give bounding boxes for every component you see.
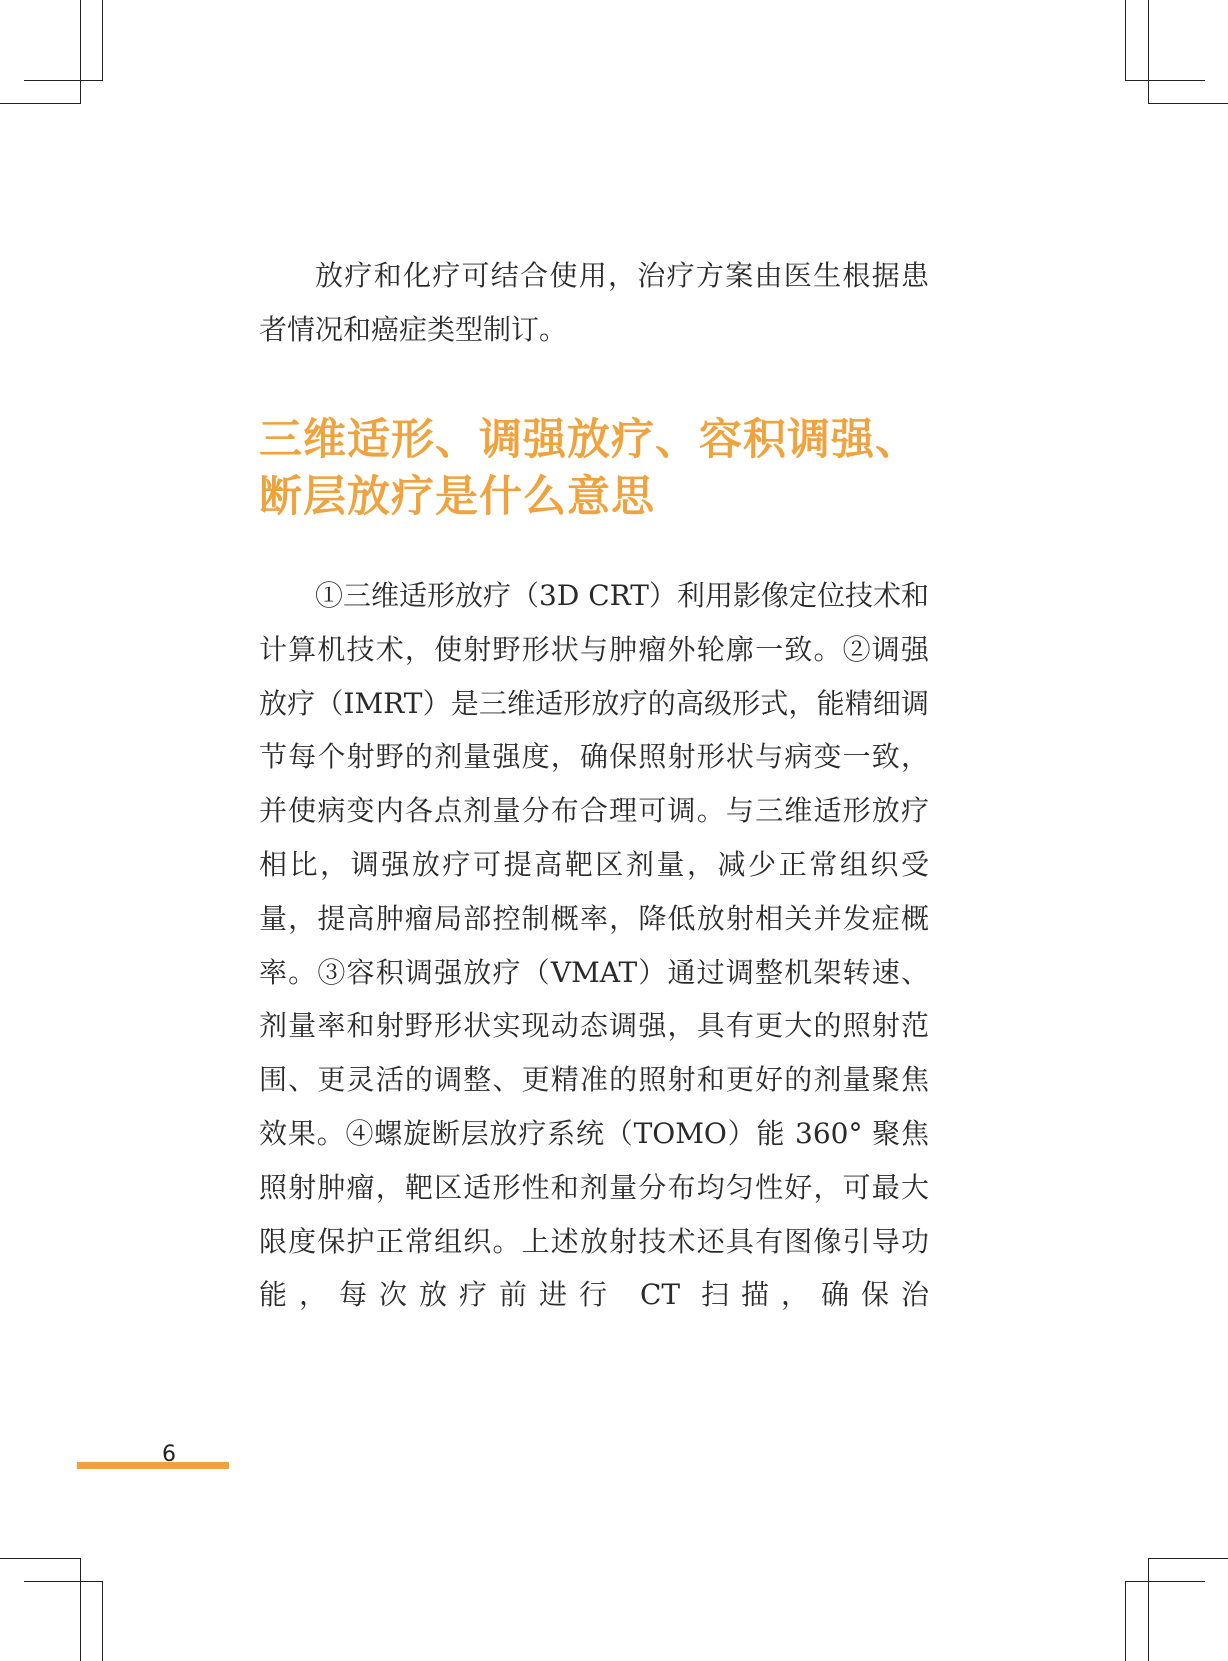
section-heading-line2: 断层放疗是什么意思 (259, 472, 655, 522)
crop-mark (1148, 103, 1228, 104)
intro-block (259, 249, 929, 357)
body-block (259, 569, 929, 1322)
body-paragraph: ①三维适形放疗（3D CRT）利用影像定位技术和计算机技术，使射野形状与肿瘤外轮廓一致。②调强放疗（IMRT）是三维适形放疗的高级形式，能精细调节每个射野的剂量强度，确保照射形状与病变一致，并使病变内各点剂量分布合理可调。与三维适形放疗相比，调强放疗可提高靶区剂量，减少正常组织受量，提高肿瘤局部控制概率，降低放射相关并发症概率。③容积调强放疗（VMAT）通过调整机架转速、剂量率和射野形状实现动态调强，具有更大的照射范围、更灵活的调整、更精准的照射和更好的剂量聚焦效果。④螺旋断层放疗系统（TOMO）能 360° 聚焦照射肿瘤，靶区适形性和剂量分布均匀性好，可最大限度保护正常组织。上述放射技术还具有图像引导功能，每次放疗前进行 CT 扫描，确保治 (259, 579, 929, 1312)
crop-mark (1125, 1581, 1126, 1661)
page-number: 6 (162, 1442, 176, 1467)
crop-mark (1125, 80, 1205, 81)
crop-mark (1148, 1558, 1228, 1559)
crop-mark (80, 1558, 81, 1661)
crop-mark (24, 1581, 102, 1582)
crop-mark (1125, 1581, 1205, 1582)
crop-mark (0, 1558, 80, 1559)
crop-mark (24, 80, 102, 81)
crop-mark (80, 0, 81, 104)
footer-accent-bar (77, 1462, 229, 1469)
section-heading-line1: 三维适形、调强放疗、容积调强、 (259, 415, 919, 465)
crop-mark (1148, 0, 1149, 104)
crop-mark (102, 1581, 103, 1661)
crop-mark (0, 103, 80, 104)
section-heading (259, 412, 939, 526)
crop-mark (1148, 1558, 1149, 1661)
crop-mark (102, 0, 103, 81)
intro-paragraph: 放疗和化疗可结合使用，治疗方案由医生根据患者情况和癌症类型制订。 (259, 259, 929, 346)
crop-mark (1125, 0, 1126, 81)
